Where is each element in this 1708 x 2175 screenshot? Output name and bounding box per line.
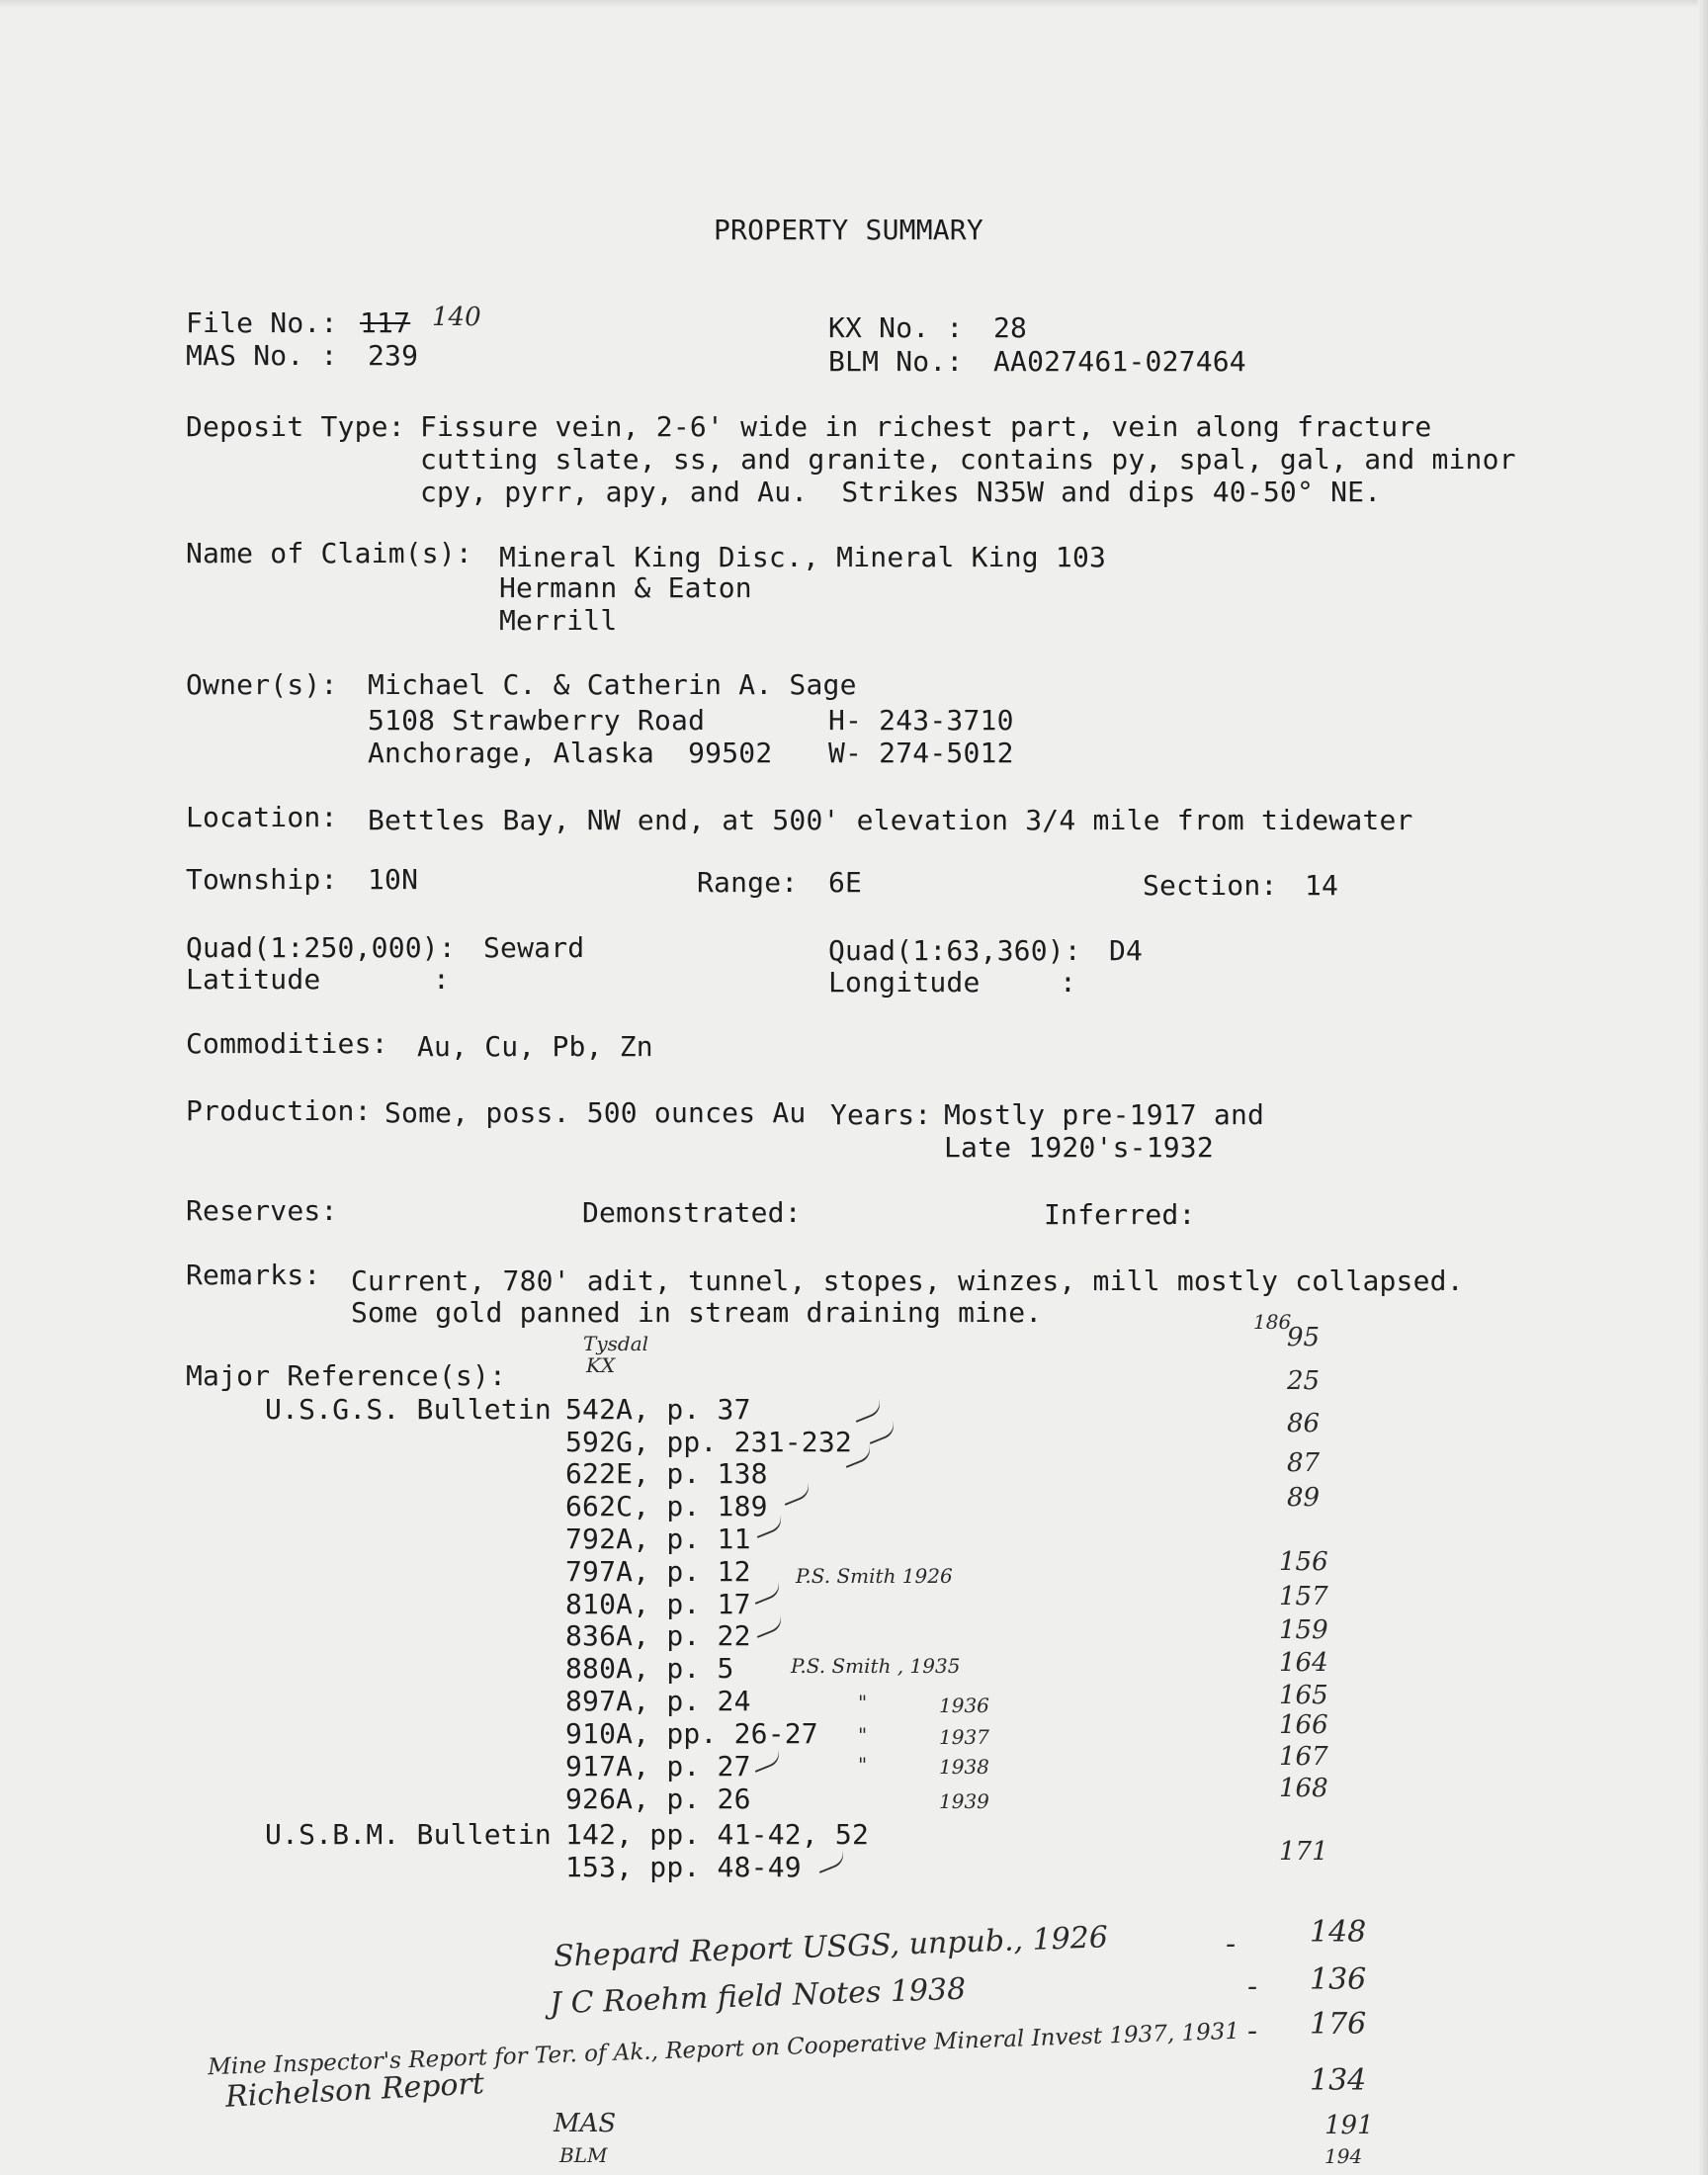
usgs-ref: 880A, p. 5 [565, 1652, 734, 1685]
deposit-type-line: Fissure vein, 2-6' wide in richest part, vein along fracture [420, 410, 1432, 443]
handwritten-ditto: " [858, 1753, 868, 1777]
reserves-label: Reserves: [186, 1194, 338, 1227]
reserves-demonstrated: Demonstrated: [582, 1196, 802, 1229]
longitude-sep: : [1060, 966, 1077, 999]
production-value: Some, poss. 500 ounces Au [384, 1096, 807, 1129]
right-number: 89 [1287, 1483, 1321, 1513]
right-number: 159 [1279, 1615, 1328, 1645]
usgs-ref: 662C, p. 189 [565, 1490, 768, 1522]
scan-top-edge [0, 0, 1708, 8]
owner-phone-work: W- 274-5012 [828, 737, 1014, 769]
claim-line: Hermann & Eaton [499, 571, 752, 604]
extra-report-dash: - [1226, 1927, 1237, 1961]
right-number: 87 [1287, 1448, 1321, 1478]
extra-report-text: Mine Inspector's Report for Ter. of Ak., Report on Cooperative Mineral Invest 1937, 1931 [207, 2018, 1240, 2081]
right-number: 164 [1279, 1648, 1328, 1678]
extra-report-number: 191 [1324, 2111, 1374, 2140]
owner-city: Anchorage, Alaska 99502 [368, 737, 773, 769]
longitude-label: Longitude [828, 966, 981, 999]
claim-line: Merrill [499, 604, 618, 637]
years-line: Mostly pre-1917 and [944, 1098, 1265, 1131]
page-title: PROPERTY SUMMARY [714, 214, 983, 246]
mas-no-label: MAS No. : [186, 339, 338, 372]
usbm-ref: 153, pp. 48-49 [565, 1851, 802, 1883]
usgs-ref: 810A, p. 17 [565, 1588, 751, 1620]
range-value: 6E [828, 866, 863, 899]
owner-name: Michael C. & Catherin A. Sage [368, 668, 857, 701]
extra-report-text: Shepard Report USGS, unpub., 1926 [553, 1920, 1109, 1974]
extra-report-number: 148 [1310, 1915, 1367, 1950]
owners-label: Owner(s): [186, 668, 338, 701]
extra-report-dash: - [1247, 2014, 1258, 2048]
years-line: Late 1920's-1932 [944, 1131, 1214, 1164]
handwritten-tysdal: Tysdal [583, 1332, 649, 1355]
quad-250-value: Seward [483, 931, 585, 964]
quad-63-value: D4 [1109, 934, 1144, 967]
right-number: 156 [1279, 1547, 1328, 1577]
handwritten-year: 1938 [939, 1755, 989, 1779]
extra-report-text: J C Roehm field Notes 1938 [549, 1971, 967, 2022]
blm-no-value: AA027461-027464 [993, 345, 1246, 378]
blm-no-label: BLM No.: [828, 345, 964, 378]
reserves-inferred: Inferred: [1044, 1198, 1196, 1231]
quad-63-label: Quad(1:63,360): [828, 934, 1081, 967]
check-mark [779, 1478, 813, 1506]
right-number: 166 [1279, 1710, 1328, 1740]
deposit-type-line: cpy, pyrr, apy, and Au. Strikes N35W and dips 40-50° NE. [420, 476, 1382, 508]
right-number: 86 [1287, 1409, 1321, 1438]
extra-report-number: 134 [1310, 2063, 1367, 2098]
remarks-label: Remarks: [186, 1259, 321, 1291]
location-label: Location: [186, 801, 338, 833]
commodities-value: Au, Cu, Pb, Zn [417, 1030, 653, 1063]
handwritten-year: 1937 [939, 1725, 989, 1749]
deposit-type-label: Deposit Type: [186, 410, 405, 443]
right-number: 25 [1287, 1366, 1321, 1396]
handwritten-ps-smith-1935: P.S. Smith , 1935 [791, 1654, 961, 1678]
usgs-ref: 917A, p. 27 [565, 1750, 751, 1783]
claims-label: Name of Claim(s): [186, 537, 472, 569]
check-mark [864, 1417, 898, 1444]
range-label: Range: [697, 866, 799, 899]
usgs-ref: 592G, pp. 231-232 [565, 1426, 852, 1458]
file-no-handwritten: 140 [432, 303, 481, 332]
remarks-line: Current, 780' adit, tunnel, stopes, winzes, mill mostly collapsed. [351, 1264, 1464, 1297]
mas-no-value: 239 [368, 339, 419, 372]
right-number: 157 [1279, 1582, 1328, 1611]
extra-report-number: 194 [1324, 2144, 1363, 2168]
usgs-ref: 622E, p. 138 [565, 1457, 768, 1490]
extra-report-text: MAS [554, 2109, 617, 2138]
extra-report-text: Richelson Report [224, 2066, 485, 2115]
owner-phone-home: H- 243-3710 [828, 704, 1014, 737]
commodities-label: Commodities: [186, 1027, 388, 1060]
right-number: 168 [1279, 1774, 1328, 1803]
extra-report-text: BLM [559, 2143, 608, 2167]
handwritten-ps-smith-1926: P.S. Smith 1926 [796, 1564, 953, 1588]
usgs-ref: 792A, p. 11 [565, 1522, 751, 1555]
usgs-ref: 797A, p. 12 [565, 1555, 751, 1588]
claim-line: Mineral King Disc., Mineral King 103 [499, 541, 1107, 573]
check-mark [751, 1610, 786, 1638]
right-number: 167 [1279, 1742, 1328, 1772]
handwritten-year: 1939 [939, 1789, 989, 1813]
latitude-sep: : [433, 963, 451, 996]
section-label: Section: [1143, 869, 1278, 902]
handwritten-year: 1936 [939, 1694, 989, 1717]
scan-right-edge [1698, 0, 1708, 2175]
check-mark [850, 1395, 885, 1423]
handwritten-ditto: " [858, 1723, 868, 1747]
usgs-ref: 897A, p. 24 [565, 1685, 751, 1717]
usgs-ref: 836A, p. 22 [565, 1619, 751, 1652]
years-label: Years: [830, 1098, 932, 1131]
latitude-label: Latitude [186, 963, 321, 996]
check-mark [749, 1577, 784, 1605]
right-number: 186 [1253, 1310, 1292, 1334]
right-number: 95 [1287, 1323, 1321, 1352]
extra-report-dash: - [1247, 1969, 1258, 2004]
quad-250-label: Quad(1:250,000): [186, 931, 456, 964]
file-no-label: File No.: [186, 306, 338, 339]
usgs-ref: 910A, pp. 26-27 [565, 1717, 818, 1750]
kx-no-label: KX No. : [828, 311, 964, 344]
location-value: Bettles Bay, NW end, at 500' elevation 3/4 mile from tidewater [368, 804, 1413, 836]
usbm-ref: 142, pp. 41-42, 52 [565, 1818, 870, 1851]
extra-report-number: 136 [1310, 1962, 1367, 1997]
references-label: Major Reference(s): [186, 1359, 507, 1392]
township-value: 10N [368, 863, 419, 896]
township-label: Township: [186, 863, 338, 896]
handwritten-kx: KX [586, 1353, 616, 1377]
usgs-label: U.S.G.S. Bulletin [265, 1393, 552, 1426]
usgs-ref: 926A, p. 26 [565, 1783, 751, 1815]
handwritten-ditto: " [858, 1691, 868, 1714]
usgs-ref: 542A, p. 37 [565, 1393, 751, 1426]
right-number: 171 [1279, 1837, 1328, 1867]
section-value: 14 [1305, 869, 1339, 902]
owner-street: 5108 Strawberry Road [368, 704, 706, 737]
usbm-label: U.S.B.M. Bulletin [265, 1818, 552, 1851]
file-no-struck: 117 [360, 306, 411, 339]
extra-report-number: 176 [1310, 2007, 1367, 2042]
remarks-line: Some gold panned in stream draining mine. [351, 1296, 1043, 1329]
deposit-type-line: cutting slate, ss, and granite, contains py, spal, gal, and minor [420, 443, 1516, 476]
kx-no-value: 28 [993, 311, 1028, 344]
production-label: Production: [186, 1094, 372, 1127]
right-number: 165 [1279, 1681, 1328, 1710]
